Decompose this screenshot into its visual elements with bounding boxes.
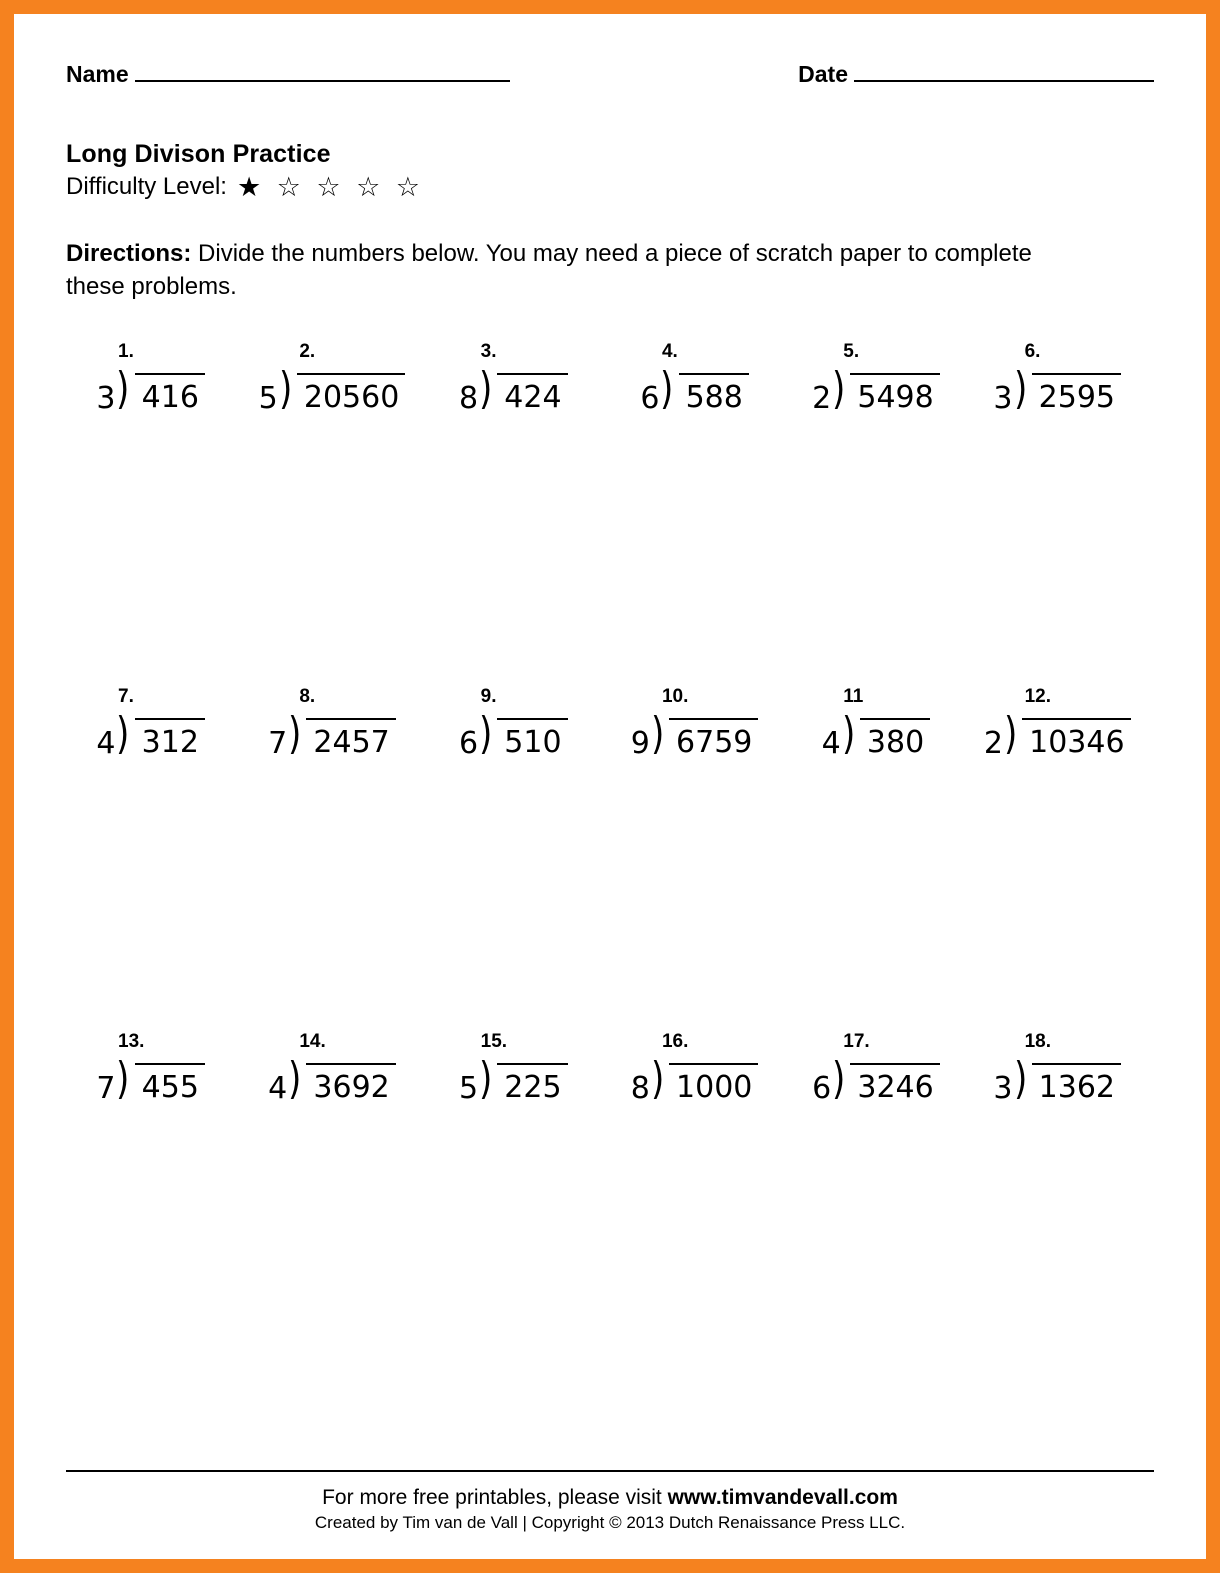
dividend: 2457	[306, 718, 395, 758]
long-division-expression	[429, 1053, 610, 1107]
name-input-line[interactable]	[135, 60, 510, 82]
long-division-expression	[791, 708, 972, 762]
problem-number: 4.	[661, 341, 678, 363]
divisor: 2	[812, 381, 832, 417]
dividend: 1362	[1032, 1063, 1121, 1103]
divisor: 8	[630, 1071, 650, 1107]
long-division-expression	[610, 363, 791, 417]
problem-item	[247, 1031, 428, 1376]
problem-number: 9.	[480, 686, 497, 708]
divisor: 6	[459, 726, 479, 762]
dividend: 6759	[669, 718, 758, 758]
divisor: 3	[993, 381, 1013, 417]
problem-number: 10.	[661, 686, 689, 708]
problem-item	[66, 341, 247, 686]
problem-item	[973, 1031, 1154, 1376]
dividend: 3246	[850, 1063, 939, 1103]
dividend: 5498	[850, 373, 939, 413]
division-bracket-icon: )	[288, 708, 302, 760]
date-field-group	[798, 60, 1154, 88]
problem-number: 16.	[661, 1031, 689, 1053]
long-division-expression	[66, 363, 247, 417]
division-bracket-icon: )	[832, 363, 846, 415]
worksheet-sheet	[14, 14, 1206, 1559]
dividend: 312	[135, 718, 205, 758]
divisor: 8	[459, 381, 479, 417]
dividend: 3692	[306, 1063, 395, 1103]
problem-item	[429, 341, 610, 686]
name-date-row	[66, 60, 1154, 88]
footer-promo	[66, 1486, 1154, 1510]
problem-number: 5.	[843, 341, 860, 363]
division-bracket-icon: )	[1003, 708, 1018, 760]
problem-number: 11	[843, 686, 864, 708]
long-division-expression	[973, 363, 1154, 417]
problem-item	[66, 1031, 247, 1376]
problem-number: 7.	[118, 686, 134, 708]
dividend: 416	[135, 373, 205, 413]
directions-label: Directions:	[66, 240, 192, 267]
divisor: 2	[983, 726, 1003, 762]
directions	[66, 237, 1076, 303]
footer-divider	[66, 1470, 1154, 1472]
problem-row	[66, 341, 1154, 686]
division-bracket-icon: )	[650, 708, 665, 760]
divisor: 7	[96, 1071, 116, 1107]
footer-promo-text: For more free printables, please visit	[322, 1486, 668, 1509]
page-title: Long Divison Practice	[66, 140, 331, 168]
difficulty-stars: ★ ☆ ☆ ☆ ☆	[236, 171, 424, 202]
problem-item	[429, 1031, 610, 1376]
dividend: 1000	[669, 1063, 758, 1103]
dividend: 10346	[1022, 718, 1130, 758]
divisor: 5	[459, 1071, 479, 1107]
date-label: Date	[798, 61, 848, 87]
problem-item	[973, 686, 1154, 1031]
problem-item	[791, 686, 972, 1031]
problem-item	[610, 341, 791, 686]
divisor: 3	[993, 1071, 1013, 1107]
footer-copyright: Created by Tim van de Vall | Copyright © 2013 Dutch Renaissance Press LLC.	[314, 1513, 906, 1532]
name-label: Name	[66, 61, 129, 87]
dividend: 510	[497, 718, 567, 758]
division-bracket-icon: )	[116, 363, 130, 415]
divisor: 6	[812, 1071, 832, 1107]
problem-number: 2.	[299, 341, 316, 363]
problem-item	[791, 341, 972, 686]
division-bracket-icon: )	[116, 1053, 130, 1105]
divisor: 5	[258, 381, 278, 417]
divisor: 7	[268, 726, 288, 762]
title-block	[66, 140, 1154, 201]
problem-item	[791, 1031, 972, 1376]
divisor: 9	[630, 726, 650, 762]
long-division-expression	[66, 708, 247, 762]
dividend: 380	[860, 718, 930, 758]
division-bracket-icon: )	[1013, 363, 1027, 415]
problem-item	[610, 686, 791, 1031]
long-division-expression	[791, 1053, 972, 1107]
problem-number: 8.	[299, 686, 316, 708]
dividend: 225	[497, 1063, 567, 1103]
problem-number: 14.	[299, 1031, 326, 1053]
long-division-expression	[247, 363, 428, 417]
problem-item	[247, 686, 428, 1031]
problem-row	[66, 1031, 1154, 1376]
long-division-expression	[973, 1053, 1154, 1107]
problem-number: 1.	[118, 341, 134, 363]
division-bracket-icon: )	[479, 708, 493, 760]
division-bracket-icon: )	[832, 1053, 846, 1105]
long-division-expression	[66, 1053, 247, 1107]
problem-item	[247, 341, 428, 686]
problem-number: 18.	[1024, 1031, 1051, 1053]
dividend: 588	[679, 373, 749, 413]
problem-row	[66, 686, 1154, 1031]
divisor: 4	[96, 726, 116, 762]
division-bracket-icon: )	[841, 708, 856, 760]
long-division-expression	[247, 708, 428, 762]
problem-item	[610, 1031, 791, 1376]
division-bracket-icon: )	[479, 1053, 493, 1105]
problem-number: 17.	[843, 1031, 870, 1053]
division-bracket-icon: )	[479, 363, 493, 415]
dividend: 2595	[1032, 373, 1121, 413]
division-bracket-icon: )	[650, 1053, 665, 1105]
division-bracket-icon: )	[278, 363, 293, 415]
division-bracket-icon: )	[116, 708, 130, 760]
problem-item	[66, 686, 247, 1031]
long-division-expression	[610, 708, 791, 762]
problem-number: 13.	[118, 1031, 145, 1053]
divisor: 4	[268, 1071, 288, 1107]
long-division-expression	[973, 708, 1154, 762]
divisor: 4	[821, 726, 841, 762]
dividend: 424	[497, 373, 567, 413]
problem-item	[429, 686, 610, 1031]
division-bracket-icon: )	[1013, 1053, 1027, 1105]
dividend: 20560	[297, 373, 405, 413]
footer-website-link[interactable]: www.timvandevall.com	[667, 1486, 898, 1509]
long-division-expression	[429, 708, 610, 762]
divisor: 3	[96, 381, 116, 417]
long-division-expression	[791, 363, 972, 417]
divisor: 6	[640, 381, 660, 417]
long-division-expression	[610, 1053, 791, 1107]
long-division-expression	[247, 1053, 428, 1107]
footer	[66, 1470, 1154, 1533]
problem-number: 12.	[1024, 686, 1051, 708]
directions-text: Divide the numbers below. You may need a piece of scratch paper to complete these problems.	[66, 240, 1032, 301]
long-division-expression	[429, 363, 610, 417]
problem-number: 15.	[480, 1031, 508, 1053]
name-field-group	[66, 60, 510, 88]
problem-item	[973, 341, 1154, 686]
difficulty-row	[66, 173, 1154, 201]
dividend: 455	[135, 1063, 205, 1103]
problem-number: 3.	[480, 341, 497, 363]
date-input-line[interactable]	[854, 60, 1154, 82]
problems-grid	[66, 341, 1154, 1376]
division-bracket-icon: )	[288, 1053, 302, 1105]
problem-number: 6.	[1024, 341, 1041, 363]
difficulty-label: Difficulty Level:	[66, 173, 227, 200]
division-bracket-icon: )	[660, 363, 674, 415]
